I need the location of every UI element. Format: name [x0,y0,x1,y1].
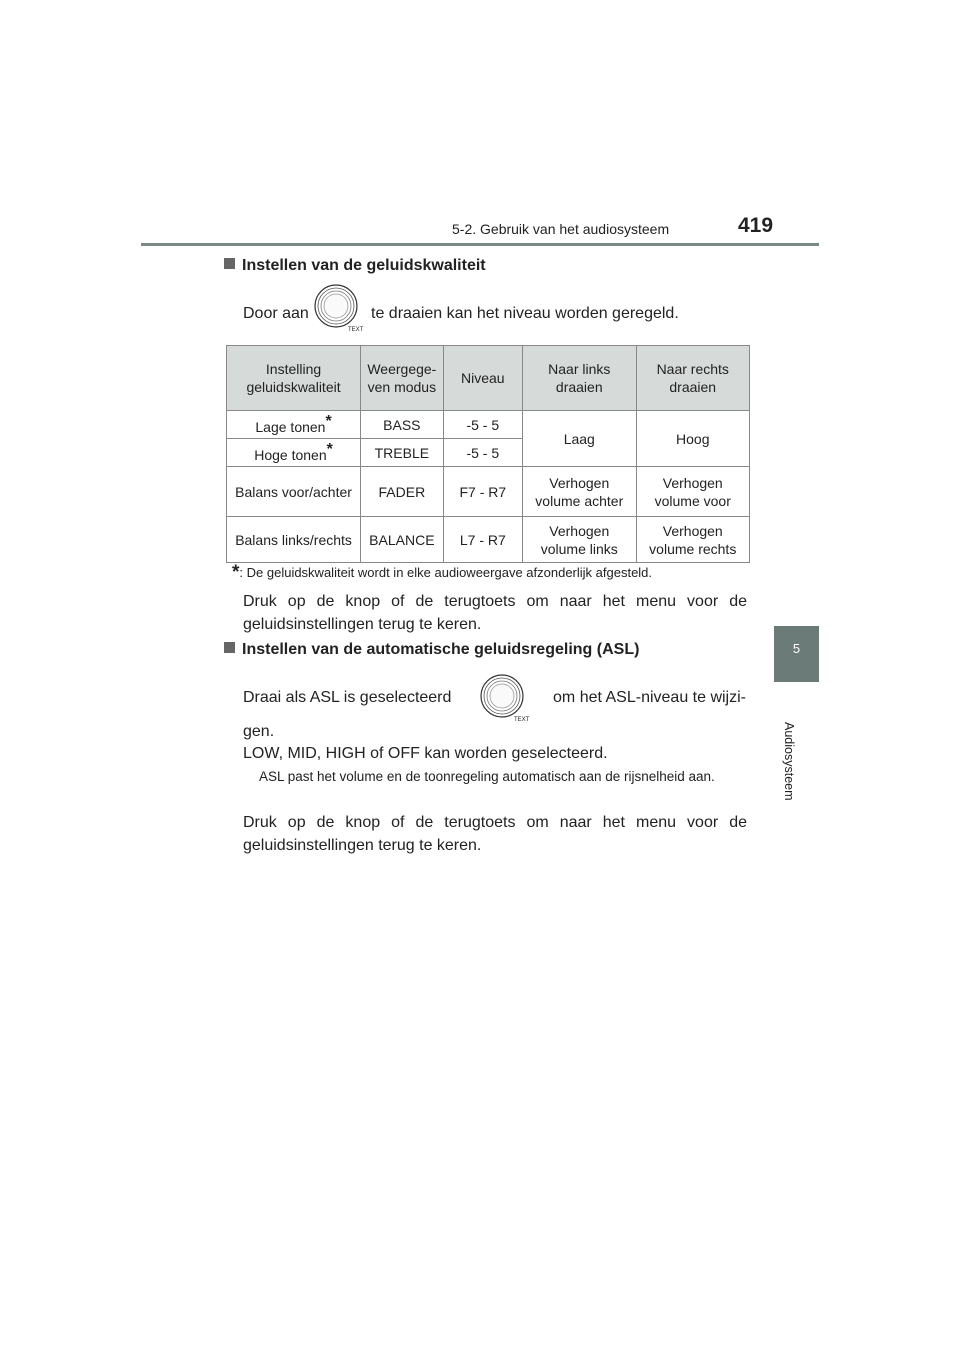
table-cell: Laag [523,411,636,467]
sound-settings-table [226,345,750,563]
chapter-tab-number: 5 [792,641,801,656]
table-header-row [227,346,750,411]
table-cell: Verhogen volume rechts [636,517,750,563]
asl-line-2: gen. [243,723,275,740]
table-cell: L7 - R7 [443,517,522,563]
table-header-cell: Niveau [443,346,522,411]
table-row [227,467,750,517]
page-number: 419 [738,214,774,237]
table-cell: F7 - R7 [443,467,522,517]
table-cell: -5 - 5 [443,411,522,439]
tune-knob-icon [312,284,364,334]
return-instruction-2: Druk op de knop of de terugtoets om naar het menu voor de geluidsinstellingen terug te keren. [243,814,747,854]
table-cell: Hoog [636,411,750,467]
table-row [227,517,750,563]
table-cell: Verhogen volume voor [636,467,750,517]
table-cell: Hoge tonen* [227,439,361,467]
table-cell: Balans links/rechts [227,517,361,563]
table-footnote: *: De geluidskwaliteit wordt in elke audioweergave afzonderlijk afgesteld. [232,562,653,583]
header-divider [141,243,819,246]
section-heading-sound-quality: Instellen van de geluidskwaliteit [224,257,486,275]
table-cell: Verhogen volume links [523,517,636,563]
asl-line-3: LOW, MID, HIGH of OFF kan worden geselecteerd. [243,745,608,762]
return-instruction-1: Druk op de knop of de terugtoets om naar het menu voor de geluidsinstellingen terug te keren. [243,593,747,633]
table-cell: BALANCE [361,517,444,563]
table-cell: Verhogen volume achter [523,467,636,517]
table-header-cell: Instelling geluidskwaliteit [227,346,361,411]
square-bullet-icon [224,642,235,653]
asl-line-after: om het ASL-niveau te wijzi- [553,689,746,706]
tune-knob-icon [478,674,530,724]
asl-line-before: Draai als ASL is geselecteerd [243,689,452,706]
chapter-tab-label: Audiosysteem [782,722,796,801]
table-header-cell: Naar links draaien [523,346,636,411]
table-cell: Lage tonen* [227,411,361,439]
intro-after: te draaien kan het niveau worden geregeld. [371,305,679,322]
table-cell: -5 - 5 [443,439,522,467]
section-heading-asl: Instellen van de automatische geluidsregeling (ASL) [224,641,639,659]
table-cell: Balans voor/achter [227,467,361,517]
table-row [227,411,750,439]
section-breadcrumb: 5-2. Gebruik van het audiosysteem [452,221,670,237]
table-header-cell: Naar rechts draaien [636,346,750,411]
square-bullet-icon [224,258,235,269]
intro-before: Door aan [243,305,309,322]
svg-text:TEXT: TEXT [348,327,364,333]
table-cell: BASS [361,411,444,439]
table-cell: TREBLE [361,439,444,467]
table-cell: FADER [361,467,444,517]
asl-note: ASL past het volume en de toonregeling automatisch aan de rijsnelheid aan. [259,769,715,784]
table-header-cell: Weergege-ven modus [361,346,444,411]
svg-text:TEXT: TEXT [514,717,530,723]
